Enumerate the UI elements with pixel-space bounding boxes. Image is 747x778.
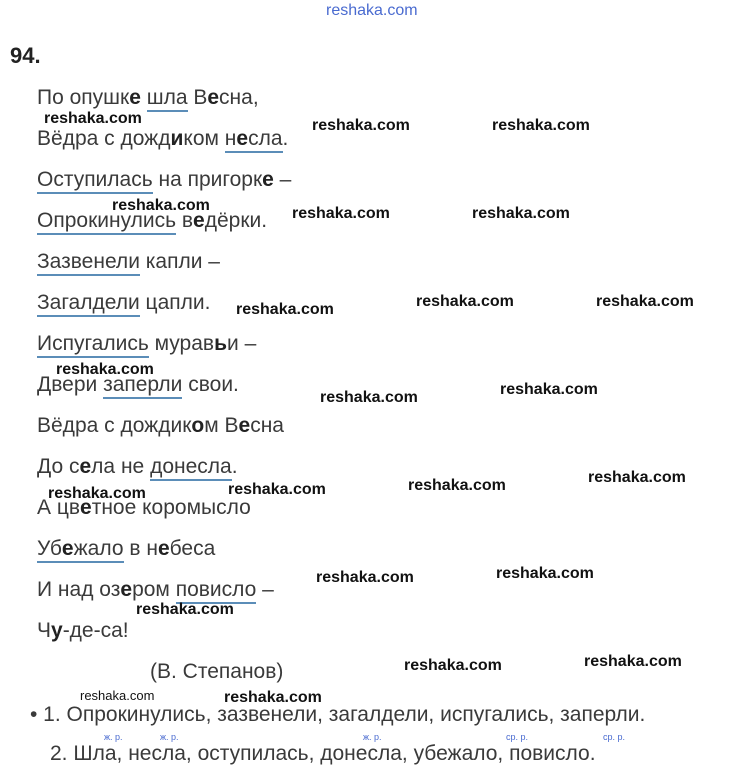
watermark: reshaka.com <box>136 601 234 618</box>
gender-tag: ж. р. <box>104 732 123 742</box>
exercise-number: 94. <box>10 43 41 68</box>
watermark: reshaka.com <box>236 301 334 318</box>
poem-line-1: По опушке шла Весна, <box>37 86 259 110</box>
poem-line-14: Чу-де-са! <box>37 619 129 642</box>
watermark: reshaka.com <box>312 117 410 134</box>
watermark: reshaka.com <box>408 477 506 494</box>
poem-line-3: Оступилась на пригорке – <box>37 168 291 192</box>
watermark: reshaka.com <box>416 293 514 310</box>
watermark: reshaka.com <box>228 481 326 498</box>
poem-line-4: Опрокинулись ведёрки. <box>37 209 267 233</box>
poem-line-5: Зазвенели капли – <box>37 250 220 274</box>
poem-line-10: До села не донесла. <box>37 455 238 479</box>
poem-line-7: Испугались муравьи – <box>37 332 256 356</box>
watermark: reshaka.com <box>596 293 694 310</box>
watermark: reshaka.com <box>224 689 322 706</box>
watermark: reshaka.com <box>496 565 594 582</box>
watermark: reshaka.com <box>320 389 418 406</box>
watermark: reshaka.com <box>404 657 502 674</box>
watermark: reshaka.com <box>48 485 146 502</box>
poem-line-11: А цветное коромысло <box>37 496 251 519</box>
poem-line-8: Двери заперли свои. <box>37 373 239 397</box>
watermark: reshaka.com <box>292 205 390 222</box>
watermark: reshaka.com <box>112 197 210 214</box>
poem-author: (В. Степанов) <box>150 660 284 683</box>
poem-line-12: Убежало в небеса <box>37 537 215 561</box>
watermark: reshaka.com <box>500 381 598 398</box>
gender-tag: ж. р. <box>160 732 179 742</box>
answer-2: 2. Шла, несла, оступилась, донесла, убежало, повисло. <box>50 742 596 765</box>
answer-1: • 1. Опрокинулись, зазвенели, загалдели, испугались, заперли. <box>30 703 646 726</box>
gender-tag: ср. р. <box>603 732 626 742</box>
watermark: reshaka.com <box>56 361 154 378</box>
poem-line-13: И над озером повисло – <box>37 578 274 602</box>
site-header[interactable]: reshaka.com <box>326 2 418 19</box>
watermark: reshaka.com <box>588 469 686 486</box>
watermark: reshaka.com <box>316 569 414 586</box>
watermark: reshaka.com <box>472 205 570 222</box>
poem-line-9: Вёдра с дождиком Весна <box>37 414 284 437</box>
watermark: reshaka.com <box>584 653 682 670</box>
gender-tag: ср. р. <box>506 732 529 742</box>
watermark: reshaka.com <box>44 110 142 127</box>
watermark: reshaka.com <box>492 117 590 134</box>
poem-line-2: Вёдра с дождиком несла. <box>37 127 288 151</box>
gender-tag: ж. р. <box>363 732 382 742</box>
watermark: reshaka.com <box>80 688 155 703</box>
poem-line-6: Загалдели цапли. <box>37 291 210 315</box>
